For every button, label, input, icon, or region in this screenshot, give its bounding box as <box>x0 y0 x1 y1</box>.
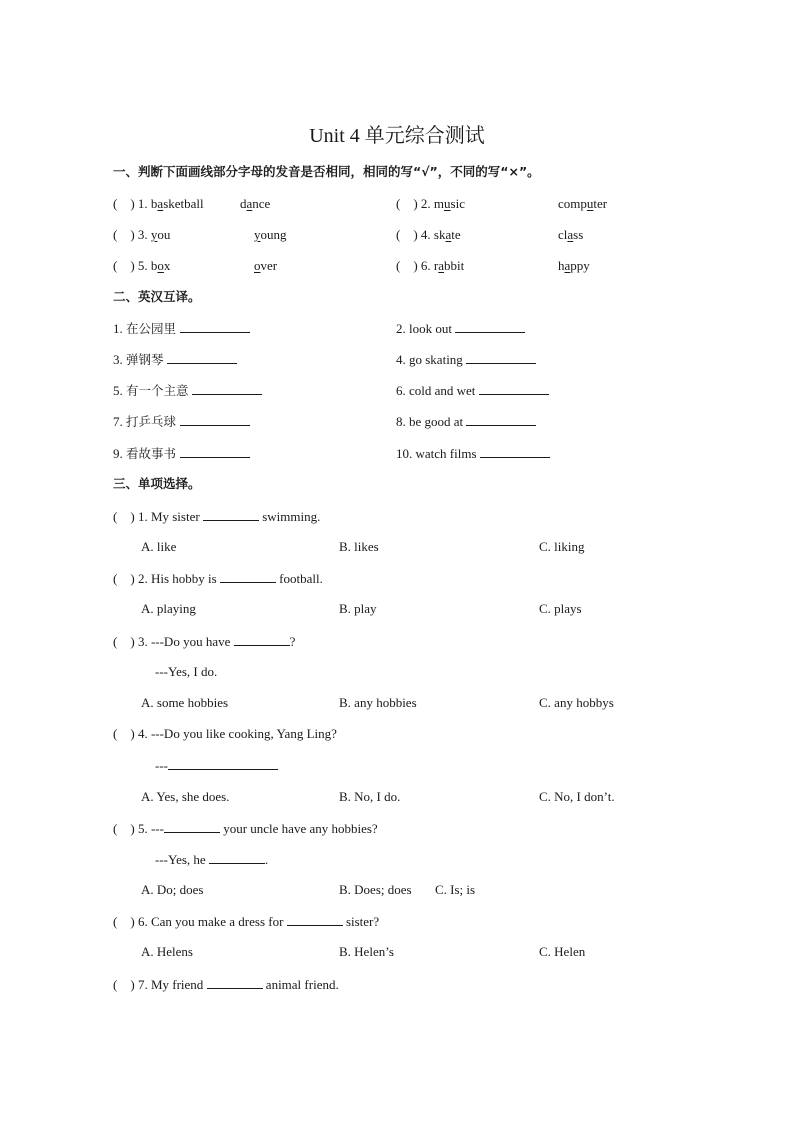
option-c[interactable]: C. No, I don’t. <box>539 789 615 804</box>
translation-item: 9. 看故事书 <box>113 445 250 462</box>
fill-blank[interactable] <box>479 382 549 395</box>
answer-paren[interactable]: ( ) <box>113 509 135 524</box>
word: skate <box>433 227 461 242</box>
fill-blank[interactable] <box>203 508 259 521</box>
section2-heading: 二、英汉互译。 <box>113 289 201 304</box>
fill-blank[interactable] <box>164 820 220 833</box>
dialogue-line: --- <box>155 757 278 774</box>
pronunciation-item <box>113 196 204 212</box>
translation-item: 1. 在公园里 <box>113 320 250 337</box>
option-a[interactable]: A. Helens <box>141 944 193 959</box>
question-3 <box>113 633 295 650</box>
answer-paren[interactable]: ( ) <box>113 977 135 992</box>
answer-paren[interactable]: ( ) 5. <box>113 258 151 273</box>
word: you <box>150 227 171 242</box>
question-7 <box>113 976 339 993</box>
translation-item: 2. look out <box>396 320 525 337</box>
question-text: 2. His hobby is <box>137 571 217 586</box>
option-a[interactable]: A. playing <box>141 601 196 616</box>
word: basketball <box>150 196 204 211</box>
compare-word: computer <box>558 196 608 211</box>
answer-paren[interactable]: ( ) 4. <box>396 227 434 242</box>
translation-item: 6. cold and wet <box>396 382 549 399</box>
option-b[interactable]: B. likes <box>339 539 379 554</box>
answer-paren[interactable]: ( ) <box>113 571 135 586</box>
question-text: 5. --- <box>137 821 164 836</box>
option-c[interactable]: C. Helen <box>539 944 586 959</box>
option-c[interactable]: C. any hobbys <box>539 695 614 710</box>
option-a[interactable]: A. Do; does <box>141 882 204 897</box>
answer-paren[interactable]: ( ) 3. <box>113 227 151 242</box>
compare-word: dance <box>240 196 271 211</box>
question-4 <box>113 726 337 742</box>
translation-item: 7. 打乒乓球 <box>113 413 250 430</box>
pronunciation-item <box>113 258 170 274</box>
pronunciation-item <box>396 227 461 243</box>
question-1 <box>113 508 320 525</box>
fill-blank[interactable] <box>192 382 262 395</box>
question-2 <box>113 570 323 587</box>
option-b[interactable]: B. play <box>339 601 377 616</box>
fill-blank[interactable] <box>180 445 250 458</box>
option-b[interactable]: B. Does; does <box>339 882 412 897</box>
dialogue-line: ---Yes, I do. <box>155 664 218 679</box>
question-text: 1. My sister <box>137 509 200 524</box>
question-text: swimming. <box>262 509 321 524</box>
translation-item: 3. 弹钢琴 <box>113 351 237 368</box>
fill-blank[interactable] <box>234 633 290 646</box>
pronunciation-item <box>113 227 170 243</box>
option-a[interactable]: A. like <box>141 539 177 554</box>
compare-word: over <box>254 258 278 273</box>
option-a[interactable]: A. some hobbies <box>141 695 229 710</box>
fill-blank[interactable] <box>466 351 536 364</box>
translation-item: 4. go skating <box>396 351 536 368</box>
pronunciation-item <box>396 196 465 212</box>
option-a[interactable]: A. Yes, she does. <box>141 789 230 804</box>
pronunciation-item <box>396 258 464 274</box>
question-text: football. <box>279 571 323 586</box>
option-c[interactable]: C. plays <box>539 601 582 616</box>
question-text: 3. ---Do you have <box>137 634 231 649</box>
answer-paren[interactable]: ( ) 1. <box>113 196 151 211</box>
word: music <box>433 196 465 211</box>
answer-paren[interactable]: ( ) <box>113 821 135 836</box>
fill-blank[interactable] <box>180 413 250 426</box>
word: box <box>150 258 171 273</box>
word: rabbit <box>433 258 465 273</box>
question-text: your uncle have any hobbies? <box>223 821 378 836</box>
compare-word: young <box>254 227 287 242</box>
fill-blank[interactable] <box>287 913 343 926</box>
answer-paren[interactable]: ( ) <box>113 634 135 649</box>
fill-blank[interactable] <box>220 570 276 583</box>
question-text: 4. ---Do you like cooking, Yang Ling? <box>137 726 337 741</box>
fill-blank[interactable] <box>455 320 525 333</box>
question-text: 6. Can you make a dress for <box>137 914 284 929</box>
fill-blank[interactable] <box>466 413 536 426</box>
fill-blank[interactable] <box>209 851 265 864</box>
dialogue-line: ---Yes, he . <box>155 852 269 867</box>
page-title: Unit 4 单元综合测试 <box>309 125 485 147</box>
option-b[interactable]: B. any hobbies <box>339 695 417 710</box>
section3-heading: 三、单项选择。 <box>113 476 201 491</box>
compare-word: happy <box>558 258 590 273</box>
option-b[interactable]: B. Helen’s <box>339 944 394 959</box>
option-c[interactable]: C. Is; is <box>435 882 476 897</box>
question-text: animal friend. <box>265 977 339 992</box>
compare-word: class <box>558 227 584 242</box>
question-text: 7. My friend <box>137 977 204 992</box>
translation-item: 10. watch films <box>396 445 550 462</box>
answer-paren[interactable]: ( ) 2. <box>396 196 434 211</box>
answer-paren[interactable]: ( ) <box>113 914 135 929</box>
fill-blank[interactable] <box>480 445 550 458</box>
answer-paren[interactable]: ( ) <box>113 726 135 741</box>
fill-blank[interactable] <box>180 320 250 333</box>
fill-blank[interactable] <box>207 976 263 989</box>
question-text: ? <box>289 634 296 649</box>
option-b[interactable]: B. No, I do. <box>339 789 401 804</box>
question-6 <box>113 913 379 930</box>
question-5 <box>113 820 378 837</box>
fill-blank[interactable] <box>168 757 278 770</box>
fill-blank[interactable] <box>167 351 237 364</box>
section1-heading: 一、判断下面画线部分字母的发音是否相同，相同的写“√”，不同的写“×”。 <box>113 164 540 179</box>
translation-item: 8. be good at <box>396 413 536 430</box>
question-text: sister? <box>345 914 380 929</box>
answer-paren[interactable]: ( ) 6. <box>396 258 434 273</box>
translation-item: 5. 有一个主意 <box>113 382 262 399</box>
option-c[interactable]: C. liking <box>539 539 585 554</box>
